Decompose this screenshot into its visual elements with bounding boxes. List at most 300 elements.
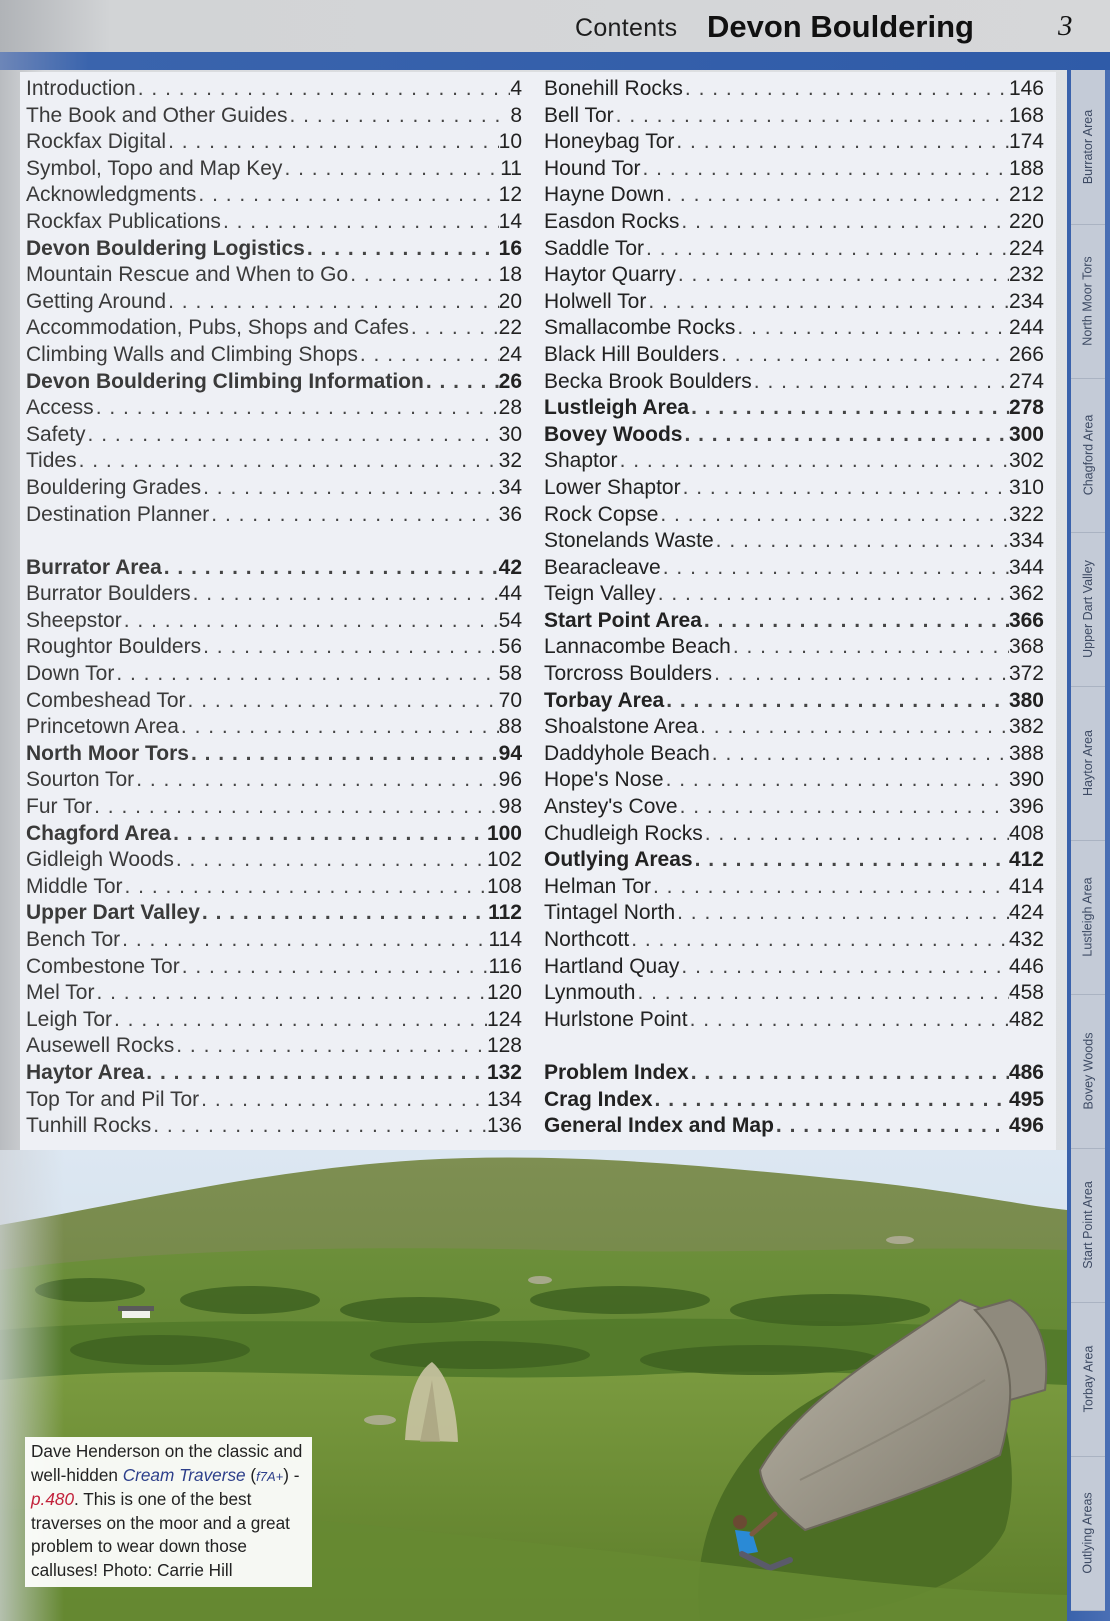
toc-entry-title: Introduction xyxy=(26,77,136,100)
toc-dot-leader xyxy=(136,76,511,103)
toc-entry[interactable] xyxy=(26,156,522,183)
toc-entry-title: Destination Planner xyxy=(26,502,210,526)
toc-entry-title: Smallacombe Rocks xyxy=(544,316,736,340)
toc-entry[interactable] xyxy=(26,581,522,608)
header-book-title: Devon Bouldering xyxy=(707,9,974,44)
toc-section-entry[interactable] xyxy=(544,847,1044,874)
toc-dot-leader xyxy=(683,76,1009,103)
toc-entry-page: 120 xyxy=(486,981,522,1005)
toc-entry[interactable] xyxy=(26,209,522,236)
toc-entry-page: 32 xyxy=(498,449,522,473)
toc-entry-title: Upper Dart Valley xyxy=(26,901,200,925)
toc-dot-leader xyxy=(614,103,1009,130)
toc-entry-title: Helman Tor xyxy=(544,874,651,898)
toc-entry-title: Access xyxy=(26,396,94,420)
toc-entry[interactable] xyxy=(544,262,1044,289)
toc-entry[interactable] xyxy=(26,927,522,954)
toc-spacer xyxy=(26,528,522,555)
toc-dot-leader xyxy=(664,688,1009,715)
toc-entry-title: Symbol, Topo and Map Key xyxy=(26,156,283,180)
toc-entry-title: Bell Tor xyxy=(544,103,614,127)
thumb-tab[interactable] xyxy=(1071,840,1105,995)
toc-dot-leader xyxy=(675,900,1009,927)
toc-dot-leader xyxy=(656,581,1009,608)
toc-dot-leader xyxy=(86,422,499,449)
toc-dot-leader xyxy=(186,688,499,715)
toc-entry[interactable] xyxy=(544,369,1044,396)
toc-dot-leader xyxy=(678,794,1009,821)
toc-dot-leader xyxy=(134,767,498,794)
toc-entry[interactable] xyxy=(26,661,522,688)
toc-entry-title: Teign Valley xyxy=(544,582,656,606)
toc-entry[interactable] xyxy=(26,954,522,981)
toc-dot-leader xyxy=(409,315,499,342)
toc-entry-title: Hope's Nose xyxy=(544,768,664,792)
toc-entry-page: 44 xyxy=(498,582,522,606)
toc-dot-leader xyxy=(774,1113,1009,1140)
toc-section-entry[interactable] xyxy=(26,369,522,396)
toc-entry[interactable] xyxy=(26,262,522,289)
toc-entry[interactable] xyxy=(26,1033,522,1060)
toc-dot-leader xyxy=(282,156,500,183)
toc-entry-title: Black Hill Boulders xyxy=(544,342,720,366)
toc-dot-leader xyxy=(94,980,486,1007)
toc-entry-title: Torcross Boulders xyxy=(544,662,713,686)
toc-entry-title: Devon Bouldering Climbing Information xyxy=(26,369,424,393)
thumb-tab[interactable] xyxy=(1071,378,1105,533)
toc-entry-page: 220 xyxy=(1008,209,1044,233)
toc-entry-title: Rock Copse xyxy=(544,502,659,526)
toc-entry[interactable] xyxy=(26,1007,522,1034)
toc-entry-title: Fur Tor xyxy=(26,795,93,819)
toc-entry-page: 432 xyxy=(1008,928,1044,951)
photo-caption xyxy=(25,1437,312,1587)
toc-entry[interactable] xyxy=(544,980,1044,1007)
toc-entry[interactable] xyxy=(26,714,522,741)
toc-entry-page: 408 xyxy=(1008,821,1044,845)
thumb-tab-label: Chagford Area xyxy=(1081,414,1096,496)
toc-entry-title: Bench Tor xyxy=(26,928,121,951)
toc-entry[interactable] xyxy=(544,821,1044,848)
thumb-tab[interactable] xyxy=(1071,224,1105,379)
toc-entry-title: Lustleigh Area xyxy=(544,396,690,420)
toc-entry[interactable] xyxy=(544,555,1044,582)
toc-entry-title: Sheepstor xyxy=(26,608,122,632)
thumb-tab[interactable] xyxy=(1071,994,1105,1149)
thumb-tab[interactable] xyxy=(1071,70,1105,225)
toc-entry[interactable] xyxy=(26,634,522,661)
toc-section-entry[interactable] xyxy=(544,688,1044,715)
toc-dot-leader xyxy=(714,528,1009,555)
toc-entry-title: Northcott xyxy=(544,928,630,951)
toc-dot-leader xyxy=(658,502,1009,529)
toc-entry-page: 58 xyxy=(498,662,522,686)
toc-entry-page: 274 xyxy=(1008,369,1044,393)
toc-spacer xyxy=(544,1033,1044,1060)
toc-dot-leader xyxy=(681,475,1009,502)
toc-dot-leader xyxy=(712,661,1009,688)
thumb-tab-label: Upper Dart Valley xyxy=(1081,560,1096,658)
toc-entry[interactable] xyxy=(544,236,1044,263)
toc-dot-leader xyxy=(221,209,499,236)
thumb-index-tabs xyxy=(1071,70,1105,1610)
header-accent-bar xyxy=(0,52,1110,70)
thumb-tab-label: Torbay Area xyxy=(1081,1345,1095,1413)
toc-dot-leader xyxy=(209,502,498,529)
thumb-tab-label: Start Point Area xyxy=(1081,1181,1095,1269)
toc-entry-title: Tides xyxy=(26,449,77,473)
toc-entry-title: Outlying Areas xyxy=(544,848,693,872)
toc-entry[interactable] xyxy=(544,767,1044,794)
toc-entry-page: 24 xyxy=(498,342,522,366)
toc-dot-leader xyxy=(618,448,1009,475)
toc-dot-leader xyxy=(644,236,1009,263)
toc-entry-page: 382 xyxy=(1008,715,1044,739)
toc-entry-title: Ausewell Rocks xyxy=(26,1034,175,1058)
toc-entry[interactable] xyxy=(26,289,522,316)
toc-entry-title: Stonelands Waste xyxy=(544,529,714,553)
toc-entry-page: 30 xyxy=(498,422,522,446)
thumb-tab-label: North Moor Tors xyxy=(1081,256,1096,346)
toc-entry-page: 458 xyxy=(1008,981,1044,1005)
toc-entry-page: 124 xyxy=(486,1007,522,1031)
thumb-tab-label: Lustleigh Area xyxy=(1081,877,1096,957)
toc-entry-title: Bovey Woods xyxy=(544,422,683,446)
toc-entry-page: 12 xyxy=(498,183,522,207)
toc-entry-page: 14 xyxy=(498,209,522,233)
toc-entry-title: Bearacleave xyxy=(544,555,661,579)
toc-entry-title: Problem Index xyxy=(544,1060,689,1084)
toc-entry-title: North Moor Tors xyxy=(26,741,189,765)
toc-entry-page: 380 xyxy=(1008,688,1044,712)
toc-entry-title: Sourton Tor xyxy=(26,768,135,792)
toc-entry-page: 188 xyxy=(1008,156,1044,180)
toc-dot-leader xyxy=(689,395,1009,422)
toc-entry-title: Saddle Tor xyxy=(544,236,645,260)
toc-entry-title: Combeshead Tor xyxy=(26,688,186,712)
toc-dot-leader xyxy=(703,821,1009,848)
toc-dot-leader xyxy=(651,874,1009,901)
toc-entry-page: 16 xyxy=(498,236,522,260)
toc-section-entry[interactable] xyxy=(544,1060,1044,1087)
toc-dot-leader xyxy=(166,129,499,156)
toc-entry-page: 396 xyxy=(1008,795,1044,819)
toc-dot-leader xyxy=(679,954,1009,981)
toc-dot-leader xyxy=(688,1007,1009,1034)
toc-dot-leader xyxy=(719,342,1009,369)
thumb-tab[interactable] xyxy=(1071,1302,1105,1457)
toc-entry-title: Becka Brook Boulders xyxy=(544,369,752,393)
toc-entry[interactable] xyxy=(544,342,1044,369)
toc-entry-title: Chudleigh Rocks xyxy=(544,821,703,845)
toc-entry[interactable] xyxy=(544,289,1044,316)
toc-entry-page: 300 xyxy=(1008,422,1044,446)
toc-entry-page: 146 xyxy=(1008,77,1044,100)
toc-entry-page: 98 xyxy=(498,795,522,819)
toc-entry-title: Daddyhole Beach xyxy=(544,741,710,765)
toc-dot-leader xyxy=(629,927,1009,954)
toc-entry-page: 174 xyxy=(1008,130,1044,154)
toc-dot-leader xyxy=(144,1060,487,1087)
toc-entry-page: 116 xyxy=(488,954,522,978)
toc-entry[interactable] xyxy=(544,103,1044,130)
toc-entry-page: 372 xyxy=(1008,662,1044,686)
toc-entry[interactable] xyxy=(544,900,1044,927)
toc-entry-page: 334 xyxy=(1008,529,1044,553)
toc-entry-page: 128 xyxy=(486,1034,522,1058)
toc-dot-leader xyxy=(174,1033,487,1060)
toc-entry-title: Easdon Rocks xyxy=(544,209,680,233)
toc-entry-page: 412 xyxy=(1008,848,1044,872)
toc-entry[interactable] xyxy=(544,661,1044,688)
toc-entry-page: 88 xyxy=(498,715,522,739)
toc-entry-page: 366 xyxy=(1008,608,1044,632)
toc-entry[interactable] xyxy=(544,156,1044,183)
toc-dot-leader xyxy=(123,874,487,901)
toc-entry-title: Shoalstone Area xyxy=(544,715,699,739)
toc-entry-title: Start Point Area xyxy=(544,608,702,632)
toc-entry-title: Chagford Area xyxy=(26,821,172,845)
toc-entry-page: 20 xyxy=(498,289,522,313)
toc-entry[interactable] xyxy=(26,847,522,874)
toc-dot-leader xyxy=(201,634,499,661)
toc-entry-page: 212 xyxy=(1008,183,1044,207)
toc-entry[interactable] xyxy=(26,874,522,901)
toc-dot-leader xyxy=(689,1060,1009,1087)
toc-entry-title: General Index and Map xyxy=(544,1114,774,1138)
toc-entry[interactable] xyxy=(26,315,522,342)
toc-dot-leader xyxy=(199,1087,487,1114)
toc-section-entry[interactable] xyxy=(26,555,522,582)
toc-section-entry[interactable] xyxy=(26,1060,522,1087)
toc-entry-title: Haytor Quarry xyxy=(544,263,676,287)
toc-entry[interactable] xyxy=(26,502,522,529)
toc-entry-title: Safety xyxy=(26,422,86,446)
toc-entry-page: 28 xyxy=(498,396,522,420)
toc-section-entry[interactable] xyxy=(544,395,1044,422)
toc-entry-page: 388 xyxy=(1008,741,1044,765)
toc-entry[interactable] xyxy=(544,634,1044,661)
toc-entry[interactable] xyxy=(26,76,522,103)
caption-page-reference: p.480 xyxy=(31,1489,75,1509)
toc-entry-page: 136 xyxy=(486,1114,522,1138)
toc-entry[interactable] xyxy=(26,608,522,635)
toc-section-entry[interactable] xyxy=(26,821,522,848)
toc-dot-leader xyxy=(196,182,498,209)
toc-entry[interactable] xyxy=(26,103,522,130)
toc-dot-leader xyxy=(693,847,1009,874)
toc-entry-page: 168 xyxy=(1008,103,1044,127)
toc-entry[interactable] xyxy=(26,767,522,794)
thumb-tab-label: Haytor Area xyxy=(1081,729,1096,797)
thumb-tab[interactable] xyxy=(1071,1456,1105,1611)
toc-entry[interactable] xyxy=(544,315,1044,342)
toc-entry-page: 54 xyxy=(498,608,522,632)
toc-entry[interactable] xyxy=(544,448,1044,475)
toc-entry-title: Shaptor xyxy=(544,449,618,473)
toc-dot-leader xyxy=(305,236,499,263)
toc-entry[interactable] xyxy=(544,182,1044,209)
caption-grade-open: ( xyxy=(245,1464,257,1485)
toc-entry-title: Crag Index xyxy=(544,1087,653,1111)
toc-entry[interactable] xyxy=(26,129,522,156)
toc-entry[interactable] xyxy=(26,980,522,1007)
header-section-label: Contents xyxy=(575,14,678,42)
toc-section-entry[interactable] xyxy=(544,608,1044,635)
toc-entry-page: 368 xyxy=(1008,635,1044,659)
toc-dot-leader xyxy=(752,369,1009,396)
toc-dot-leader xyxy=(664,182,1009,209)
toc-entry-page: 322 xyxy=(1008,502,1044,526)
toc-entry-page: 134 xyxy=(486,1087,522,1111)
toc-entry-title: Roughtor Boulders xyxy=(26,635,202,659)
toc-dot-leader xyxy=(348,262,498,289)
toc-entry-title: Hayne Down xyxy=(544,183,665,207)
toc-entry-page: 26 xyxy=(498,369,522,393)
toc-entry[interactable] xyxy=(26,182,522,209)
toc-entry[interactable] xyxy=(26,448,522,475)
page-header xyxy=(0,0,1110,52)
toc-entry[interactable] xyxy=(544,76,1044,103)
toc-entry[interactable] xyxy=(26,395,522,422)
toc-dot-leader xyxy=(661,555,1009,582)
toc-entry-page: 70 xyxy=(498,688,522,712)
toc-entry-title: Accommodation, Pubs, Shops and Cafes xyxy=(26,316,409,340)
toc-entry[interactable] xyxy=(544,129,1044,156)
toc-entry-title: Lynmouth xyxy=(544,981,636,1005)
toc-entry-page: 244 xyxy=(1008,316,1044,340)
toc-entry-page: 112 xyxy=(488,901,522,925)
toc-entry-page: 102 xyxy=(486,848,522,872)
toc-entry[interactable] xyxy=(26,342,522,369)
toc-entry-title: Hurlstone Point xyxy=(544,1007,688,1031)
toc-entry[interactable] xyxy=(544,927,1044,954)
toc-entry[interactable] xyxy=(26,1087,522,1114)
toc-entry-page: 446 xyxy=(1008,954,1044,978)
toc-entry-page: 22 xyxy=(498,316,522,340)
toc-entry-page: 56 xyxy=(498,635,522,659)
toc-entry[interactable] xyxy=(26,1113,522,1140)
toc-entry-title: Hartland Quay xyxy=(544,954,680,978)
caption-text-start: Dave Henderson on the classic and well-hidden xyxy=(31,1441,303,1485)
toc-dot-leader xyxy=(641,156,1009,183)
toc-entry[interactable] xyxy=(544,502,1044,529)
thumb-tab[interactable] xyxy=(1071,1148,1105,1303)
toc-entry-title: Getting Around xyxy=(26,289,167,313)
toc-entry-title: Acknowledgments xyxy=(26,183,197,207)
toc-entry-title: Anstey's Cove xyxy=(544,795,678,819)
toc-entry-page: 36 xyxy=(498,502,522,526)
toc-entry-title: Hound Tor xyxy=(544,156,641,180)
thumb-tab[interactable] xyxy=(1071,532,1105,687)
toc-dot-leader xyxy=(122,608,499,635)
toc-entry[interactable] xyxy=(26,422,522,449)
toc-entry[interactable] xyxy=(544,475,1044,502)
toc-section-entry[interactable] xyxy=(544,422,1044,449)
toc-entry-title: Combestone Tor xyxy=(26,954,180,978)
toc-entry-title: Lannacombe Beach xyxy=(544,635,731,659)
toc-entry-title: Tintagel North xyxy=(544,901,676,925)
toc-entry-title: Middle Tor xyxy=(26,874,123,898)
toc-entry-title: Holwell Tor xyxy=(544,289,647,313)
toc-entry-page: 344 xyxy=(1008,555,1044,579)
caption-grade-close: ) - xyxy=(283,1464,300,1485)
thumb-tab[interactable] xyxy=(1071,686,1105,841)
toc-dot-leader xyxy=(731,634,1009,661)
toc-column-right xyxy=(544,76,1044,1140)
toc-dot-leader xyxy=(200,900,488,927)
toc-dot-leader xyxy=(424,369,499,396)
toc-section-entry[interactable] xyxy=(544,1113,1044,1140)
toc-section-entry[interactable] xyxy=(26,900,522,927)
toc-entry-title: Leigh Tor xyxy=(26,1007,113,1031)
toc-entry-title: The Book and Other Guides xyxy=(26,103,288,127)
toc-dot-leader xyxy=(698,714,1009,741)
toc-entry-page: 414 xyxy=(1008,874,1044,898)
toc-entry-title: Burrator Boulders xyxy=(26,582,191,606)
toc-entry[interactable] xyxy=(544,209,1044,236)
toc-entry[interactable] xyxy=(544,581,1044,608)
header-page-number: 3 xyxy=(1058,10,1073,42)
toc-entry-title: Princetown Area xyxy=(26,715,179,739)
toc-entry-title: Devon Bouldering Logistics xyxy=(26,236,305,260)
toc-section-entry[interactable] xyxy=(26,236,522,263)
toc-entry-page: 8 xyxy=(510,103,522,127)
toc-dot-leader xyxy=(635,980,1009,1007)
toc-entry[interactable] xyxy=(544,741,1044,768)
toc-entry[interactable] xyxy=(544,874,1044,901)
toc-entry[interactable] xyxy=(26,688,522,715)
toc-entry-page: 42 xyxy=(498,555,522,579)
toc-dot-leader xyxy=(682,422,1008,449)
caption-text-end: . This is one of the best traverses on the moor and a great problem to wear down those calluses! Photo: Carrie Hill xyxy=(31,1489,290,1580)
toc-section-entry[interactable] xyxy=(26,741,522,768)
toc-entry-page: 100 xyxy=(486,821,522,845)
toc-entry[interactable] xyxy=(544,714,1044,741)
toc-dot-leader xyxy=(358,342,499,369)
toc-dot-leader xyxy=(180,954,489,981)
toc-entry-page: 482 xyxy=(1008,1007,1044,1031)
toc-dot-leader xyxy=(120,927,488,954)
toc-entry-title: Down Tor xyxy=(26,662,115,686)
toc-entry-page: 108 xyxy=(486,874,522,898)
table-of-contents xyxy=(20,72,1056,1150)
toc-entry-page: 11 xyxy=(500,156,522,180)
toc-dot-leader xyxy=(77,448,499,475)
toc-entry-title: Rockfax Digital xyxy=(26,130,167,154)
toc-entry-page: 94 xyxy=(498,741,522,765)
toc-dot-leader xyxy=(679,209,1009,236)
toc-dot-leader xyxy=(653,1087,1009,1114)
toc-entry-title: Rockfax Publications xyxy=(26,209,221,233)
toc-section-entry[interactable] xyxy=(544,1087,1044,1114)
toc-entry[interactable] xyxy=(26,794,522,821)
toc-entry[interactable] xyxy=(544,1007,1044,1034)
toc-dot-leader xyxy=(189,741,499,768)
toc-dot-leader xyxy=(710,741,1009,768)
toc-entry-page: 278 xyxy=(1008,396,1044,420)
toc-entry-title: Lower Shaptor xyxy=(544,475,681,499)
toc-entry[interactable] xyxy=(544,528,1044,555)
toc-entry-title: Mel Tor xyxy=(26,981,95,1005)
toc-entry[interactable] xyxy=(26,475,522,502)
toc-entry-page: 96 xyxy=(498,768,522,792)
toc-dot-leader xyxy=(702,608,1009,635)
toc-entry-title: Bonehill Rocks xyxy=(544,77,683,100)
toc-entry[interactable] xyxy=(544,954,1044,981)
toc-entry[interactable] xyxy=(544,794,1044,821)
toc-dot-leader xyxy=(174,847,487,874)
